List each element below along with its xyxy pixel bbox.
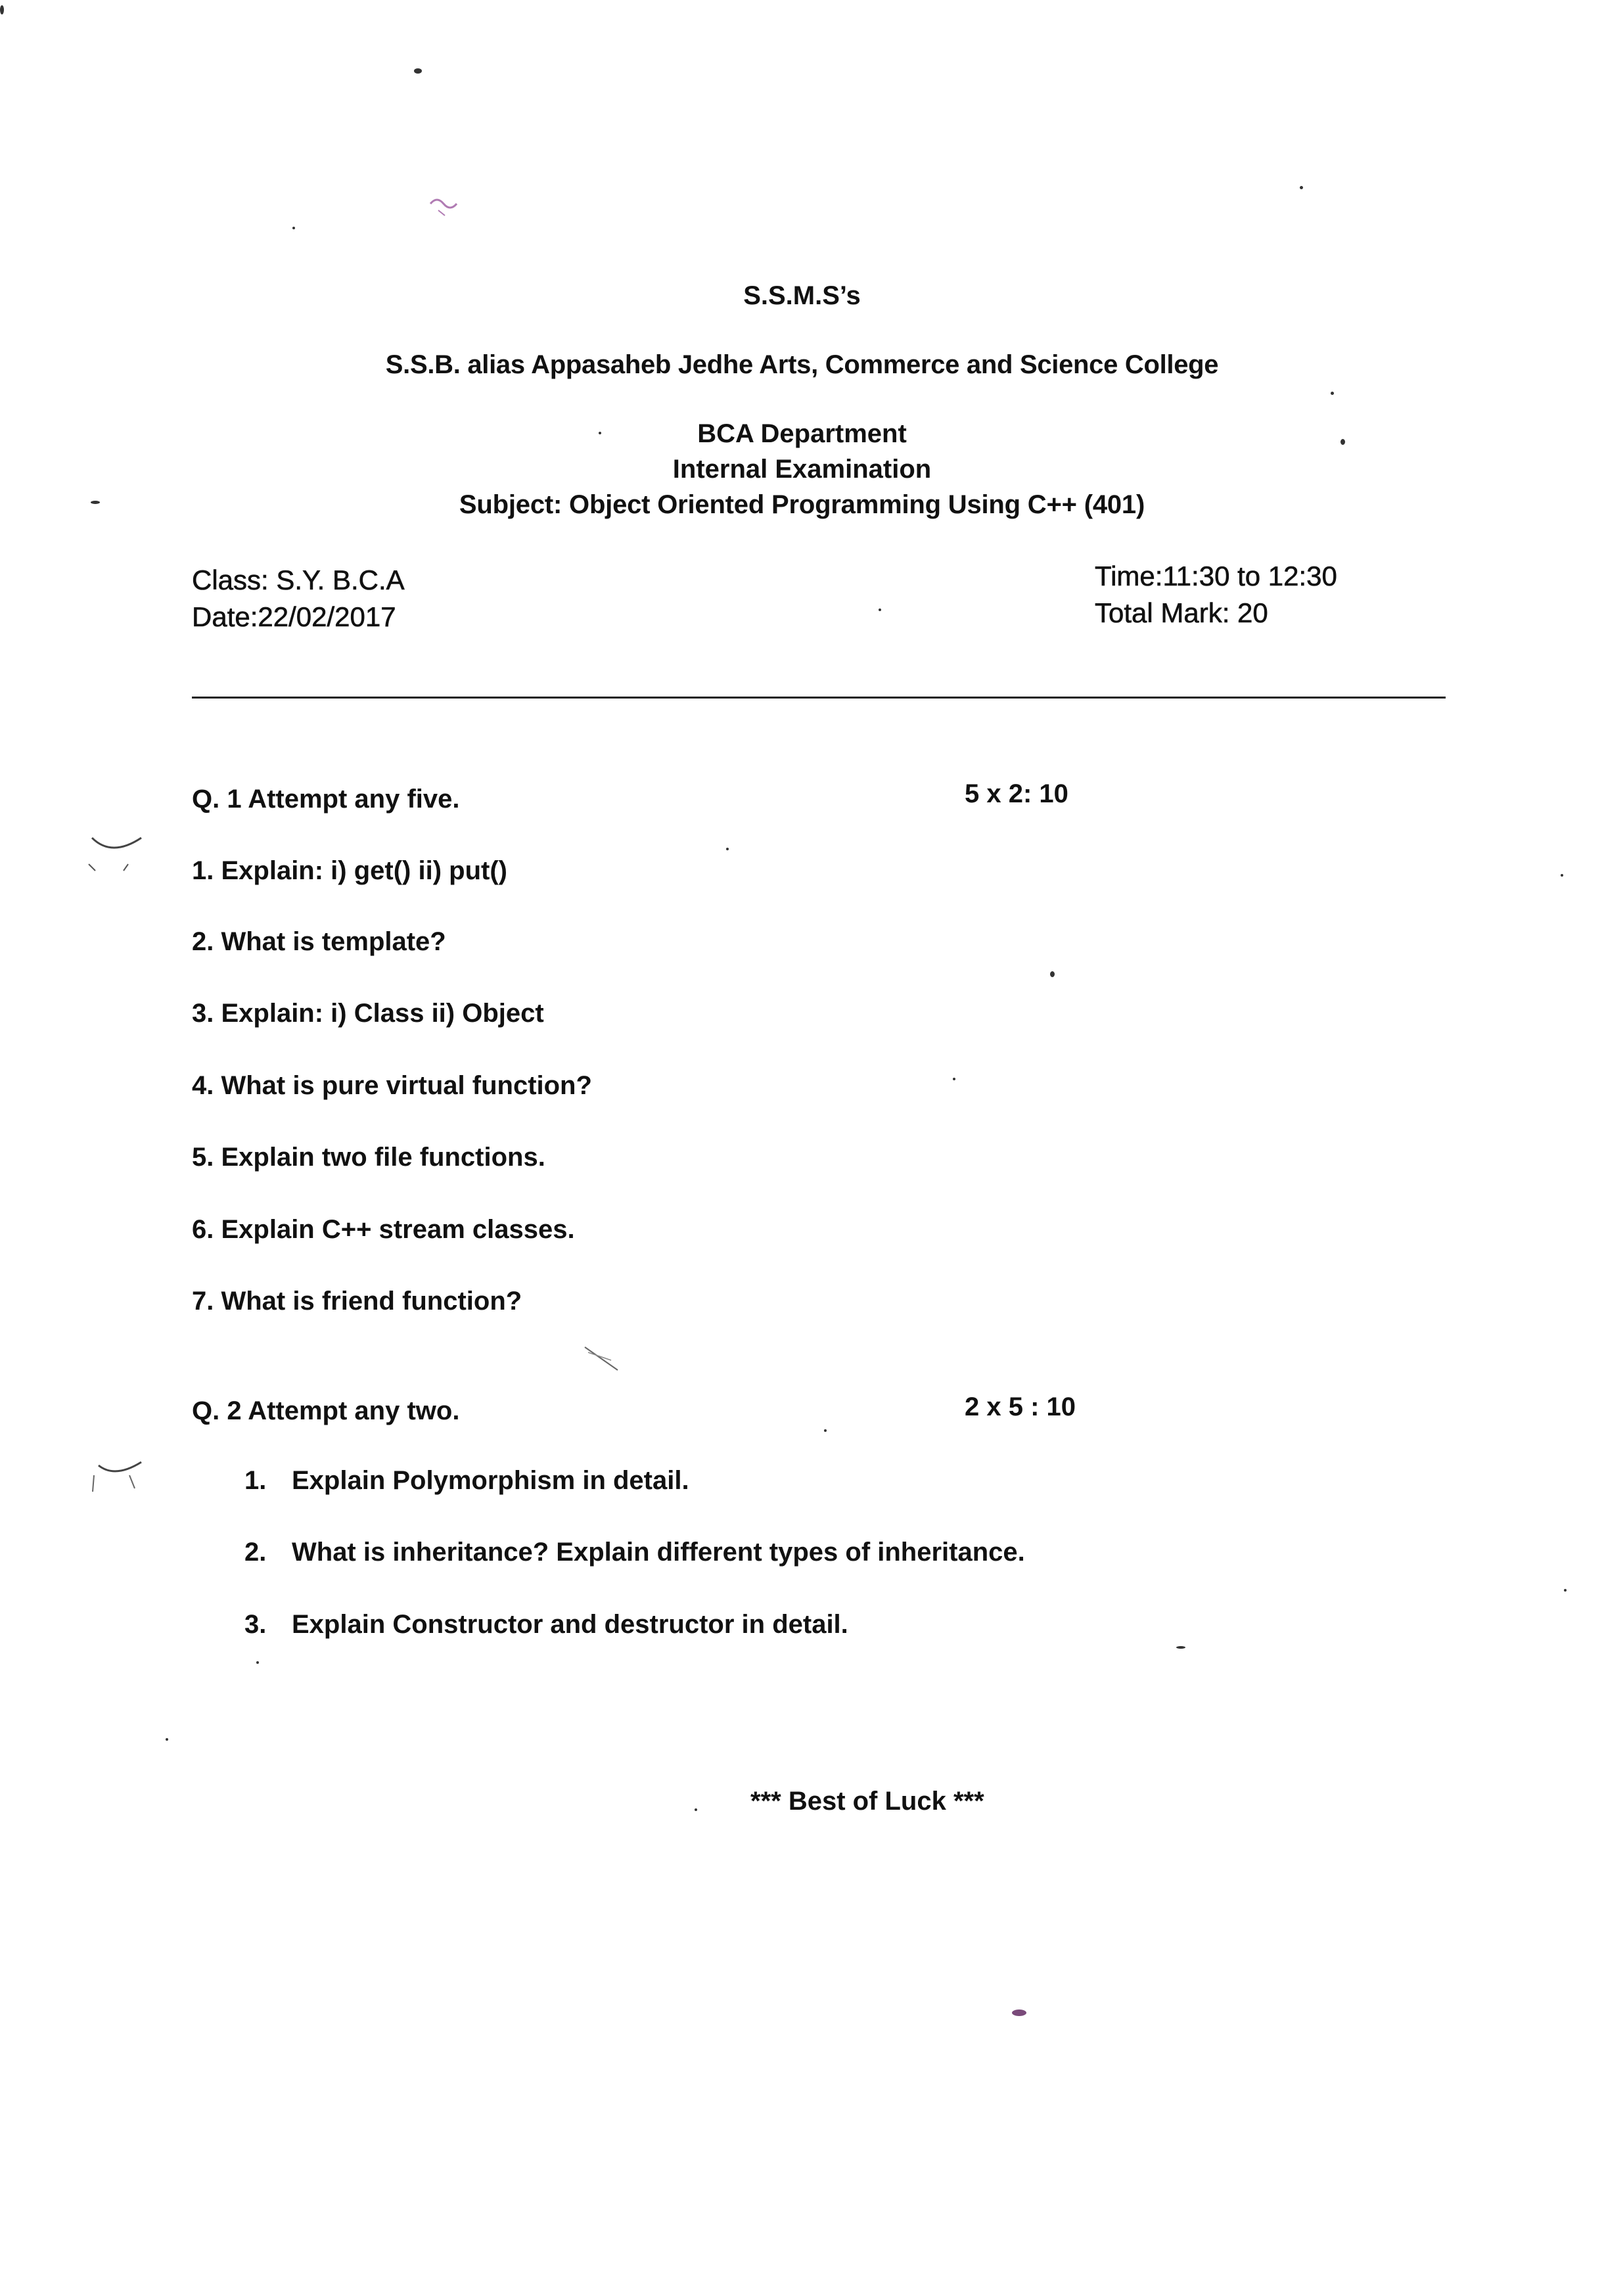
speck <box>1012 2009 1026 2016</box>
department-name: BCA Department <box>697 419 907 448</box>
q1-item: 1. Explain: i) get() ii) put() <box>192 856 507 885</box>
org-name: S.S.M.S’s <box>743 281 861 310</box>
q2-item-text: Explain Constructor and destructor in detail. <box>292 1610 848 1639</box>
q2-item <box>244 1539 1025 1565</box>
q1-marks: 5 x 2: 10 <box>965 779 1068 808</box>
total-mark-label: Total Mark: 20 <box>1095 597 1268 628</box>
tick-mark-icon <box>85 815 151 881</box>
q2-item <box>244 1611 848 1638</box>
date-label: Date:22/02/2017 <box>192 601 396 632</box>
speck <box>166 1738 168 1741</box>
subject-title: Subject: Object Oriented Programming Using C++ (401) <box>459 490 1145 519</box>
class-label: Class: S.Y. B.C.A <box>192 564 405 595</box>
tick-mark-icon <box>89 1446 154 1505</box>
speck <box>1331 392 1334 395</box>
time-label: Time:11:30 to 12:30 <box>1095 561 1337 591</box>
speck <box>0 5 4 14</box>
speck <box>256 1661 259 1664</box>
q2-item-number: 3. <box>244 1610 267 1639</box>
closing-note: *** Best of Luck *** <box>750 1787 984 1816</box>
speck <box>1176 1646 1185 1649</box>
q1-item: 4. What is pure virtual function? <box>192 1071 592 1100</box>
speck <box>414 68 422 74</box>
speck <box>953 1078 955 1080</box>
q1-item: 7. What is friend function? <box>192 1287 522 1316</box>
speck <box>292 227 295 229</box>
q2-marks: 2 x 5 : 10 <box>965 1392 1076 1421</box>
college-name: S.S.B. alias Appasaheb Jedhe Arts, Commerce and Science College <box>385 350 1219 379</box>
speck <box>1564 1589 1567 1592</box>
q1-heading: Q. 1 Attempt any five. <box>192 785 460 814</box>
speck <box>824 1429 827 1432</box>
ink-smudge-icon <box>424 191 463 223</box>
speck <box>1300 186 1303 189</box>
q2-heading: Q. 2 Attempt any two. <box>192 1396 460 1425</box>
exam-title: Internal Examination <box>672 455 932 484</box>
q1-item: 3. Explain: i) Class ii) Object <box>192 999 544 1028</box>
speck <box>1561 874 1563 877</box>
speck <box>726 848 729 850</box>
q2-item-text: Explain Polymorphism in detail. <box>292 1466 689 1495</box>
q2-item-text: What is inheritance? Explain different types of inheritance. <box>292 1538 1025 1567</box>
speck <box>695 1808 697 1811</box>
q2-item <box>244 1467 689 1494</box>
speck <box>1340 439 1345 445</box>
q1-item: 6. Explain C++ stream classes. <box>192 1215 575 1244</box>
pen-stroke-icon <box>578 1341 631 1380</box>
speck <box>599 432 601 434</box>
q2-item-number: 1. <box>244 1466 267 1495</box>
divider-line <box>192 697 1446 699</box>
speck <box>879 608 881 611</box>
speck <box>91 501 100 504</box>
q2-item-number: 2. <box>244 1538 267 1567</box>
speck <box>1050 971 1055 977</box>
q1-item: 2. What is template? <box>192 927 446 956</box>
q1-item: 5. Explain two file functions. <box>192 1143 545 1172</box>
